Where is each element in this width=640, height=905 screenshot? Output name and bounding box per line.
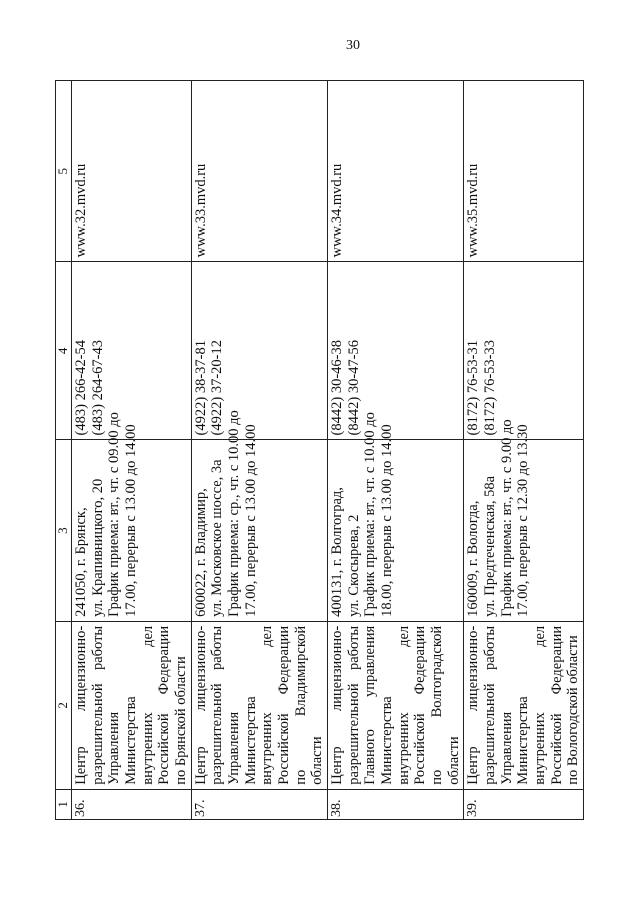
website-link[interactable]: www.33.mvd.ru: [191, 81, 327, 262]
col-header-5: 5: [56, 81, 72, 262]
rotated-table-wrapper: [55, 80, 582, 820]
address-line: ул. Скосырева, 2: [345, 514, 362, 617]
row-number: 37.: [191, 789, 327, 819]
phone-number: (8172) 76-53-31: [465, 339, 482, 436]
address-line: ул. Крапивницкого, 20: [89, 478, 106, 617]
schedule-line: График приема: вт., чт. с 09.00 до: [106, 412, 123, 617]
address-line: 400131, г. Волгоград,: [329, 487, 346, 617]
schedule-line: График приема: вт., чт. с 9.00 до: [498, 419, 515, 617]
website-link[interactable]: www.34.mvd.ru: [328, 81, 464, 262]
col-header-2: 2: [56, 621, 72, 789]
phone-cell: [464, 262, 584, 440]
center-name: Центр лицензионно-разрешительной работы Управления Министерства внутренних дел Российской Федерации по Вологодской области: [464, 621, 584, 789]
address-cell: [191, 410, 327, 621]
header-row: [56, 81, 72, 820]
phone-cell: [71, 262, 191, 440]
phone-number: (483) 266-42-54: [72, 339, 89, 436]
schedule-line: 17.00, перерыв с 13.00 до 14.00: [242, 424, 259, 617]
address-cell: [464, 419, 584, 621]
center-name: Центр лицензионно-разрешительной работы Управления Министерства внутренних дел Российской Федерации по Брянской области: [71, 621, 191, 789]
schedule-line: 17.00, перерыв с 13.00 до 14.00: [122, 424, 139, 617]
phone-cell: [191, 262, 327, 440]
schedule-line: График приема: вт., чт. с 10.00 до: [362, 412, 379, 617]
website-link[interactable]: www.32.mvd.ru: [71, 81, 191, 262]
center-name: Центр лицензионно-разрешительной работы Главного управления Министерства внутренних дел Российской Федерации по Волгоградской области: [328, 621, 464, 789]
table-row: [71, 81, 191, 820]
license-centers-table: [55, 80, 584, 820]
phone-number: (8172) 76-53-33: [482, 339, 499, 436]
phone-number: (8442) 30-47-56: [345, 339, 362, 436]
address-line: 241050, г. Брянск,: [72, 507, 89, 617]
row-number: 39.: [464, 789, 584, 819]
address-line: ул. Предтеченская, 58а: [482, 475, 499, 617]
schedule-line: 17.00, перерыв с 12.30 до 13.30: [515, 424, 532, 617]
phone-number: (483) 264-67-43: [89, 339, 106, 436]
page-number: 30: [346, 38, 360, 53]
center-name: Центр лицензионно-разрешительной работы Управления Министерства внутренних дел Российской Федерации по Владимирской области: [191, 621, 327, 789]
col-header-4: 4: [56, 262, 72, 440]
col-header-3: 3: [56, 440, 72, 621]
address-line: ул. Московское шоссе, 3а: [209, 459, 226, 617]
row-number: 36.: [71, 789, 191, 819]
table-row: [191, 81, 327, 820]
phone-number: (4922) 38-37-81: [192, 339, 209, 436]
col-header-1: 1: [56, 789, 72, 819]
table-row: [464, 81, 584, 820]
phone-number: (4922) 37-20-12: [209, 339, 226, 436]
schedule-line: График приема: ср., чт. с 10.00 до: [225, 410, 242, 617]
address-line: 600022, г. Владимир,: [192, 488, 209, 617]
row-number: 38.: [328, 789, 464, 819]
phone-cell: [328, 262, 464, 440]
website-link[interactable]: www.35.mvd.ru: [464, 81, 584, 262]
schedule-line: 18.00, перерыв с 13.00 до 14.00: [379, 424, 396, 617]
address-cell: [328, 412, 464, 621]
table-row: [328, 81, 464, 820]
phone-number: (8442) 30-46-38: [329, 339, 346, 436]
address-cell: [71, 412, 191, 621]
address-line: 160009, г. Вологда,: [465, 500, 482, 617]
